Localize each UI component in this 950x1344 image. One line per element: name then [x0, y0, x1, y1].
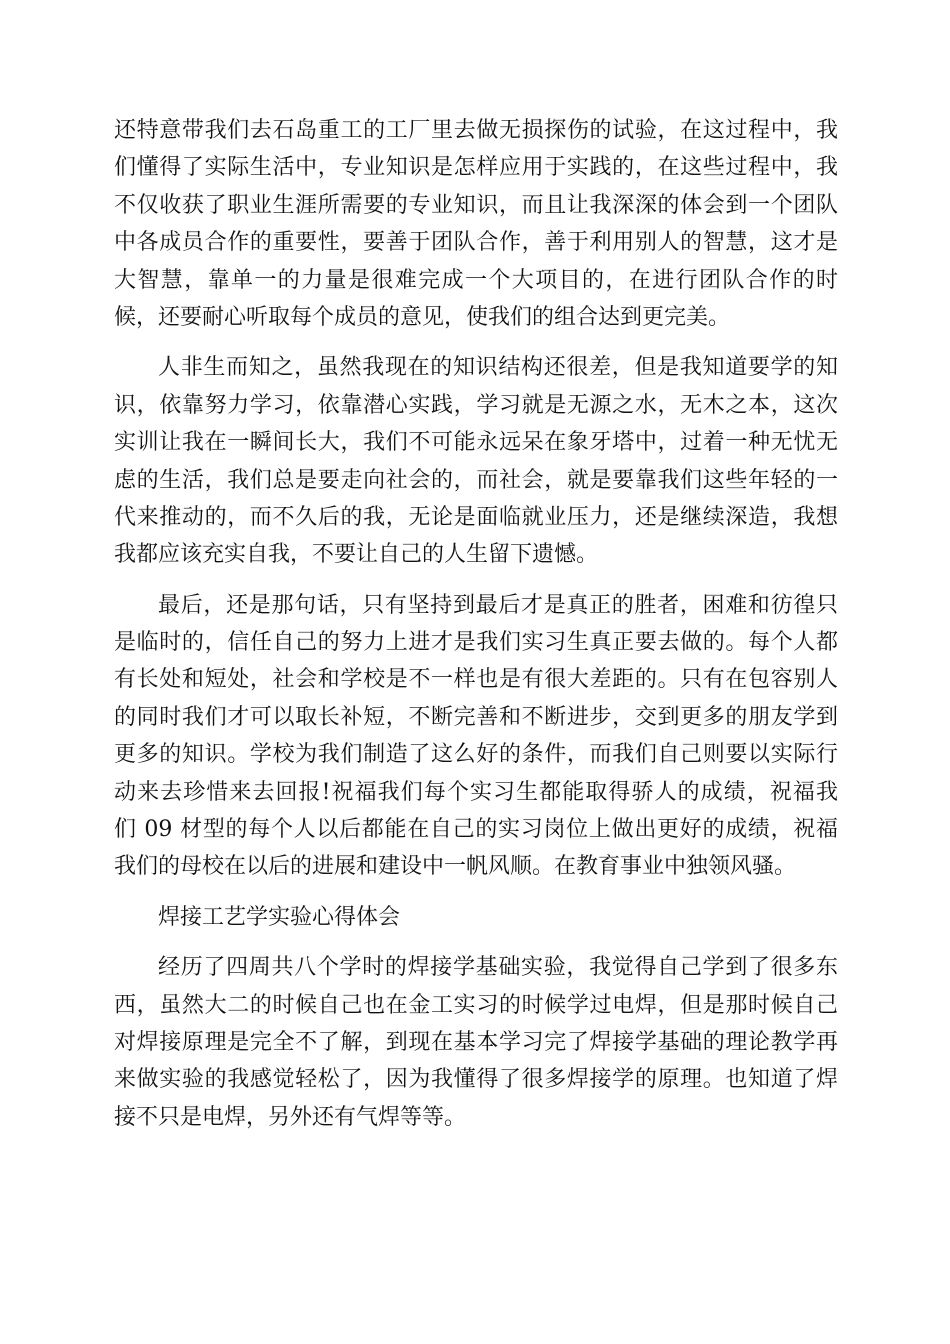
text-line: 实训让我在一瞬间长大，我们不可能永远呆在象牙塔中，过着一种无忧无 [114, 430, 838, 456]
text-line: 不仅收获了职业生涯所需要的专业知识，而且让我深深的体会到一个团队 [114, 192, 838, 218]
text-line: 虑的生活，我们总是要走向社会的，而社会，就是要靠我们这些年轻的一 [114, 467, 838, 493]
paragraph-5 [114, 949, 838, 1136]
paragraph-2 [114, 349, 838, 573]
text-line: 最后，还是那句话，只有坚持到最后才是真正的胜者，困难和彷徨只 [158, 592, 838, 618]
section-heading [114, 899, 838, 936]
text-line: 的同时我们才可以取长补短，不断完善和不断进步，交到更多的朋友学到 [114, 704, 838, 730]
text-line: 动来去珍惜来去回报!祝福我们每个实习生都能取得骄人的成绩，祝福我 [114, 779, 838, 805]
text-line: 大智慧，靠单一的力量是很难完成一个大项目的，在进行团队合作的时 [114, 267, 838, 293]
text-line: 还特意带我们去石岛重工的工厂里去做无损探伤的试验，在这过程中，我 [114, 118, 838, 143]
text-line: 中各成员合作的重要性，要善于团队合作，善于利用别人的智慧，这才是 [114, 230, 838, 256]
text-line: 有长处和短处，社会和学校是不一样也是有很大差距的。只有在包容别人 [114, 667, 838, 693]
text-line: 们 09 材型的每个人以后都能在自己的实习岗位上做出更好的成绩，祝福 [114, 817, 838, 843]
paragraph-3 [114, 587, 838, 886]
document-body [114, 112, 838, 1136]
text-line: 西，虽然大二的时候自己也在金工实习的时候学过电焊，但是那时候自己 [114, 992, 838, 1018]
text-line: 我都应该充实自我，不要让自己的人生留下遗憾。 [114, 542, 599, 568]
text-line: 候，还要耐心听取每个成员的意见，使我们的组合达到更完美。 [114, 304, 731, 330]
text-line: 接不只是电焊，另外还有气焊等等。 [114, 1104, 467, 1130]
text-line: 来做实验的我感觉轻松了，因为我懂得了很多焊接学的原理。也知道了焊 [114, 1067, 838, 1093]
text-line: 代来推动的，而不久后的我，无论是面临就业压力，还是继续深造，我想 [114, 504, 838, 530]
text-line: 是临时的，信任自己的努力上进才是我们实习生真正要去做的。每个人都 [114, 630, 838, 656]
text-line: 我们的母校在以后的进展和建设中一帆风顺。在教育事业中独领风骚。 [114, 854, 797, 880]
paragraph-1 [114, 112, 838, 336]
heading-text: 焊接工艺学实验心得体会 [158, 904, 401, 930]
text-line: 识，依靠努力学习，依靠潜心实践，学习就是无源之水，无木之本，这次 [114, 392, 838, 418]
text-line: 对焊接原理是完全不了解，到现在基本学习完了焊接学基础的理论教学再 [114, 1029, 838, 1055]
text-line: 人非生而知之，虽然我现在的知识结构还很差，但是我知道要学的知 [158, 355, 838, 381]
text-line: 更多的知识。学校为我们制造了这么好的条件，而我们自己则要以实际行 [114, 742, 838, 768]
text-line: 们懂得了实际生活中，专业知识是怎样应用于实践的，在这些过程中，我 [114, 155, 838, 181]
text-line: 经历了四周共八个学时的焊接学基础实验，我觉得自己学到了很多东 [158, 955, 838, 981]
